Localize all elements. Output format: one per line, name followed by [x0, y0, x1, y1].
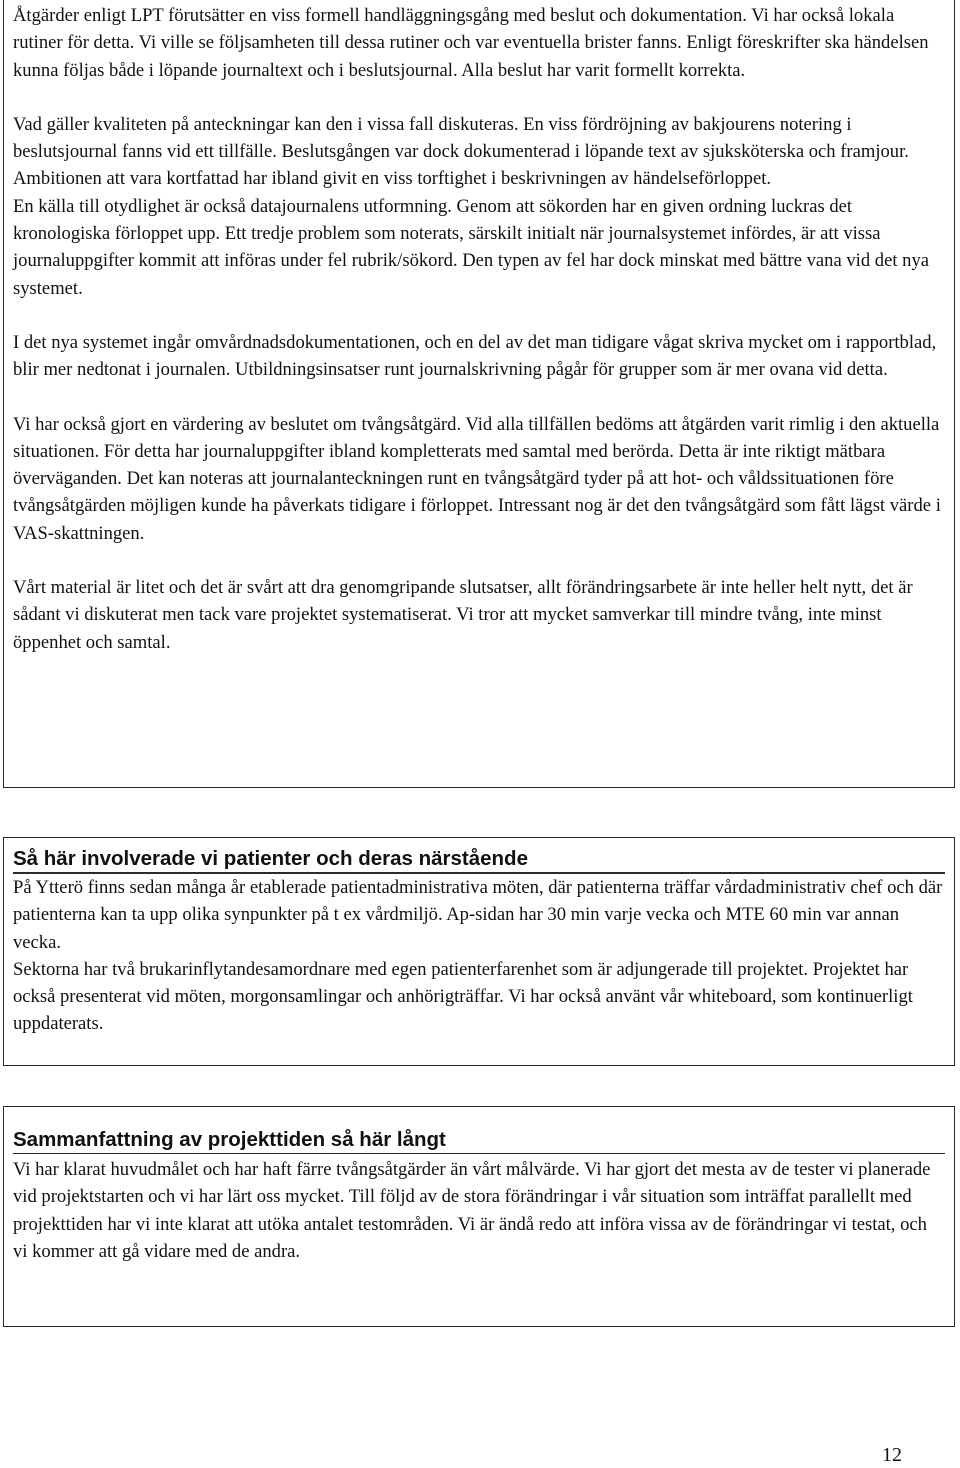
- page-number: 12: [882, 1444, 902, 1466]
- paragraph-patient-meetings: På Ytterö finns sedan många år etablerade patientadministrativa möten, där patienterna träffar vårdadministrativ chef och där patienterna kan ta upp olika synpunkter på t ex vårdmiljö. Ap-sidan har 30 min varje vecka och MTE 60 min var annan vecka.: [13, 877, 943, 953]
- section-heading-patient-involvement: Så här involverade vi patienter och deras närstående: [13, 845, 945, 874]
- patient-involvement-section: [3, 837, 955, 1066]
- paragraph-lpt-routines: Åtgärder enligt LPT förutsätter en viss formell handläggningsgång med beslut och dokumentation. Vi har också lokala rutiner för detta. Vi ville se följsamheten till dessa rutiner och var eventuella brister fanns. Enligt föreskrifter ska händelsen kunna följas både i löpande journaltext och i beslutsjournal. Alla beslut har varit formellt korrekta.: [13, 5, 929, 81]
- paragraph-user-coordinators: Sektorna har två brukarinflytandesamordnare med egen patienterfarenhet som är adjungerade till projektet. Projektet har också presenterat vid möten, morgonsamlingar och anhörigträffar. Vi har också använt vår whiteboard, som kontinuerligt uppdaterats.: [13, 958, 913, 1035]
- summary-section: [3, 1106, 955, 1327]
- paragraph-note-quality: Vad gäller kvaliteten på anteckningar kan den i vissa fall diskuteras. En viss fördröjning av bakjourens notering i beslutsjournal fanns vid ett tillfälle. Beslutsgången var dock dokumenterad i löpande text av sjuksköterska och framjour. Ambitionen att vara kortfattad har ibland givit en viss torftighet i beskrivningen av händelseförloppet.: [13, 113, 909, 190]
- paragraph-coercion-assessment: Vi har också gjort en värdering av beslutet om tvångsåtgärd. Vid alla tillfällen bedöms att åtgärden varit rimlig i den aktuella situationen. För detta har journaluppgifter ibland kompletterats med samtal med berörda. Detta är inte riktigt mätbara överväganden. Det kan noteras att journalanteckningen runt en tvångsåtgärd tyder på att hot- och våldssituationen före tvångsåtgärden möjligen kunde ha påverkats tidigare i förloppet. Intressant nog är det den tvångsåtgärd som fått lägst värde i VAS-skattningen.: [13, 413, 941, 544]
- paragraph-journal-design: En källa till otydlighet är också datajournalens utformning. Genom att sökorden har en given ordning luckras det kronologiska förloppet upp. Ett tredje problem som noterats, särskilt initialt när journalsystemet infördes, är att vissa journaluppgifter kommit att införas under fel rubrik/sökord. Den typen av fel har dock minskat med bättre vana vid det nya systemet.: [13, 195, 929, 299]
- paragraph-summary: Vi har klarat huvudmålet och har haft färre tvångsåtgärder än vårt målvärde. Vi har gjort det mesta av de tester vi planerade vid projektstarten och vi har lärt oss mycket. Till följd av de stora förändringar i vår situation som inträffat parallellt med projekttiden har vi inte klarat att utöka antalet testområden. Vi är ändå redo att införa vissa av de förändringar vi testat, och vi kommer att gå vidare med de andra.: [13, 1159, 931, 1262]
- paragraph-conclusions: Vårt material är litet och det är svårt att dra genomgripande slutsatser, allt förändringsarbete är inte heller helt nytt, det är sådant vi diskuterat men tack vare projektet systematiserat. Vi tror att mycket samverkar till mindre tvång, inte minst öppenhet och samtal.: [13, 577, 913, 653]
- findings-section: [3, 0, 955, 788]
- section-heading-summary: Sammanfattning av projekttiden så här långt: [13, 1126, 945, 1154]
- paragraph-new-system: I det nya systemet ingår omvårdnadsdokumentationen, och en del av det man tidigare vågat skriva mycket om i rapportblad, blir mer nedtonat i journalen. Utbildningsinsatser runt journalskrivning pågår för grupper som är mer ovana vid detta.: [13, 331, 937, 381]
